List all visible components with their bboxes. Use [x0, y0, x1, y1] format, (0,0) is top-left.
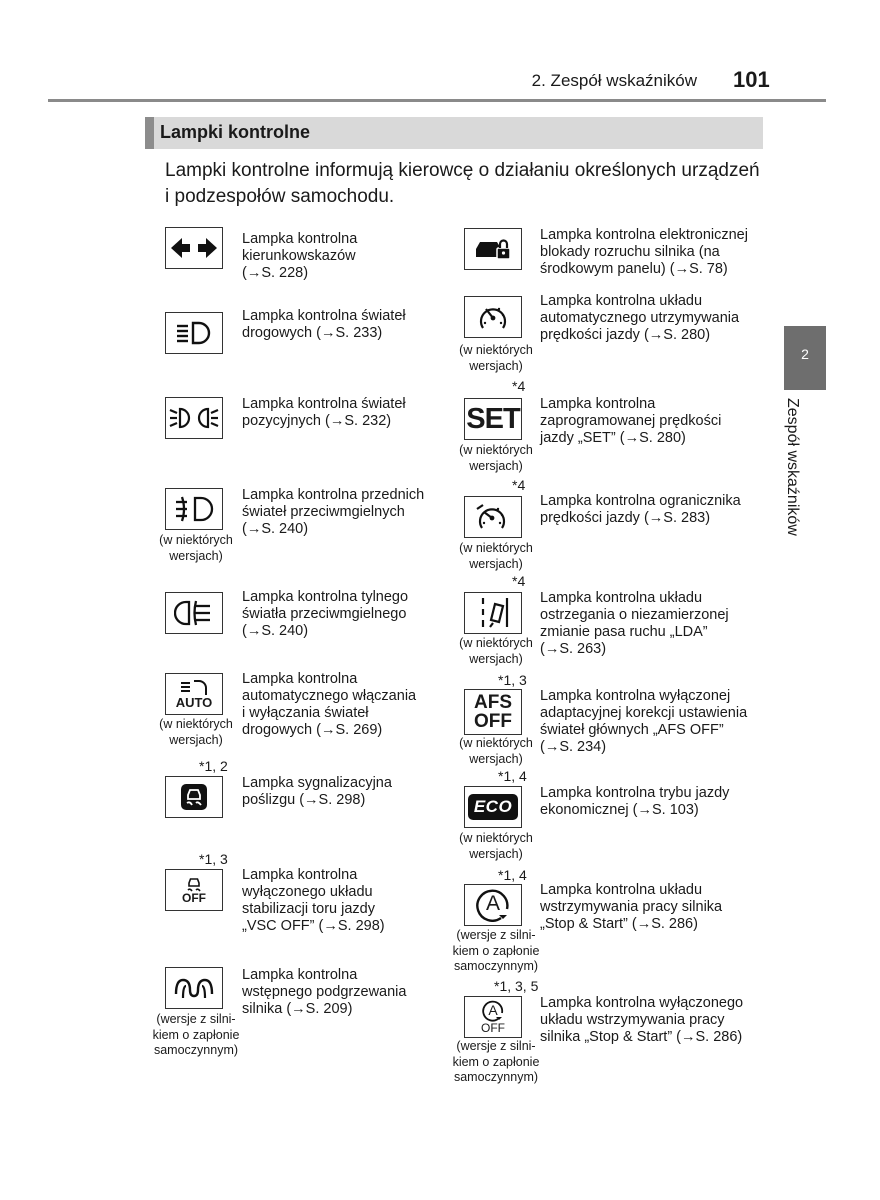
footnote-mark: *4 — [512, 573, 526, 589]
availability-note: (w niektórych wersjach) — [459, 636, 533, 666]
indicator-description: Lampka kontrolna ogranicznika prędkości jazdy (→S. 283) — [540, 493, 741, 526]
auto-high-beam-icon — [165, 673, 223, 715]
indicator-description: Lampka kontrolna układu ostrzegania o niezamierzonej zmianie pasa ruchu „LDA” (→S. 263) — [540, 590, 729, 657]
page-number: 101 — [733, 67, 770, 92]
availability-note: (wersje z silni- kiem o zapłonie samoczynnym) — [452, 928, 540, 973]
off-label: OFF — [474, 711, 512, 732]
intro-paragraph — [165, 158, 775, 210]
immobilizer-icon — [464, 228, 522, 270]
eco-label: ECO — [468, 794, 518, 820]
intro-line: i podzespołów samochodu. — [165, 186, 395, 207]
indicator-description: Lampka kontrolna przednich świateł przeciwmgielnych (→S. 240) — [242, 487, 425, 537]
section-title: Lampki kontrolne — [160, 122, 311, 142]
indicator-description: Lampka kontrolna zaprogramowanej prędkości jazdy „SET” (→S. 280) — [540, 396, 722, 446]
indicator-description: Lampka kontrolna świateł drogowych (→S. 233) — [242, 308, 406, 341]
high-beam-icon — [165, 312, 223, 354]
indicator-description: Lampka kontrolna wstępnego podgrzewania silnika (→S. 209) — [242, 967, 407, 1017]
indicator-description: Lampka kontrolna świateł pozycyjnych (→S. 232) — [242, 396, 406, 429]
availability-note: (w niektórych wersjach) — [459, 541, 533, 571]
cruise-control-icon — [464, 296, 522, 338]
auto-label: AUTO — [175, 694, 213, 710]
availability-note: (w niektórych wersjach) — [459, 831, 533, 861]
glow-plug-icon — [165, 967, 223, 1009]
chapter-title: 2. Zespół wskaźników — [531, 71, 697, 90]
indicator-description: Lampka kontrolna automatycznego włączania i wyłączania świateł drogowych (→S. 269) — [242, 671, 417, 738]
footnote-mark: *1, 3, 5 — [494, 978, 539, 994]
stop-start-letter: A — [485, 892, 500, 915]
availability-note: (w niektórych wersjach) — [159, 533, 233, 563]
availability-note: (w niektórych wersjach) — [159, 717, 233, 747]
afs-off-icon — [464, 689, 522, 735]
indicator-description: Lampka kontrolna tylnego światła przeciwmgielnego (→S. 240) — [242, 589, 409, 639]
stop-start-off-icon — [464, 996, 522, 1038]
footnote-mark: *1, 4 — [498, 768, 527, 784]
off-label: OFF — [481, 1021, 505, 1035]
stop-start-icon — [464, 884, 522, 926]
indicator-description: Lampka kontrolna wyłączonego układu wstrzymywania pracy silnika „Stop & Start” (→S. 286) — [540, 995, 744, 1045]
footnote-mark: *1, 2 — [199, 758, 228, 774]
stop-start-letter: A — [488, 1002, 498, 1018]
indicator-description: Lampka kontrolna wyłączonej adaptacyjnej korekcji ustawienia świateł głównych „AFS OFF” (→S. 234) — [540, 688, 748, 755]
indicator-description: Lampka kontrolna układu automatycznego utrzymywania prędkości jazdy (→S. 280) — [540, 293, 740, 343]
rear-fog-icon — [165, 592, 223, 634]
speed-limiter-icon — [464, 496, 522, 538]
availability-note: (wersje z silni- kiem o zapłonie samoczynnym) — [452, 1039, 540, 1084]
footnote-mark: *4 — [512, 477, 526, 493]
section-heading-accent — [145, 117, 154, 149]
intro-line: Lampki kontrolne informują kierowcę o działaniu określonych urządzeń — [165, 160, 760, 181]
availability-note: (wersje z silni- kiem o zapłonie samoczynnym) — [152, 1012, 240, 1057]
footnote-mark: *1, 3 — [498, 672, 527, 688]
footnote-mark: *4 — [512, 378, 526, 394]
indicator-description: Lampka kontrolna trybu jazdy ekonomicznej (→S. 103) — [540, 785, 730, 818]
footnote-mark: *1, 3 — [199, 851, 228, 867]
set-label: SET — [466, 402, 520, 435]
footnote-mark: *1, 4 — [498, 867, 527, 883]
indicator-description: Lampka kontrolna układu wstrzymywania pracy silnika „Stop & Start” (→S. 286) — [540, 882, 723, 932]
chapter-tab-label: Zespół wskaźników — [784, 398, 801, 536]
indicator-description: Lampka sygnalizacyjna poślizgu (→S. 298) — [242, 775, 392, 808]
set-icon — [464, 398, 522, 440]
availability-note: (w niektórych wersjach) — [459, 343, 533, 373]
tail-light-icon — [165, 397, 223, 439]
slip-indicator-icon — [165, 776, 223, 818]
indicator-description: Lampka kontrolna kierunkowskazów (→S. 228) — [242, 231, 358, 281]
eco-icon — [464, 786, 522, 828]
turn-signal-icon — [165, 227, 223, 269]
front-fog-icon — [165, 488, 223, 530]
afs-label: AFS — [474, 692, 512, 713]
indicator-description: Lampka kontrolna wyłączonego układu stabilizacji toru jazdy „VSC OFF” (→S. 298) — [242, 867, 385, 934]
vsc-off-icon — [165, 869, 223, 911]
header-rule — [48, 99, 826, 102]
chapter-tab-number: 2 — [801, 346, 809, 362]
availability-note: (w niektórych wersjach) — [459, 443, 533, 473]
indicator-description: Lampka kontrolna elektronicznej blokady rozruchu silnika (na środkowym panelu) (→S. 78) — [540, 227, 748, 277]
lane-departure-icon — [464, 592, 522, 634]
off-label: OFF — [182, 890, 206, 905]
availability-note: (w niektórych wersjach) — [459, 736, 533, 766]
